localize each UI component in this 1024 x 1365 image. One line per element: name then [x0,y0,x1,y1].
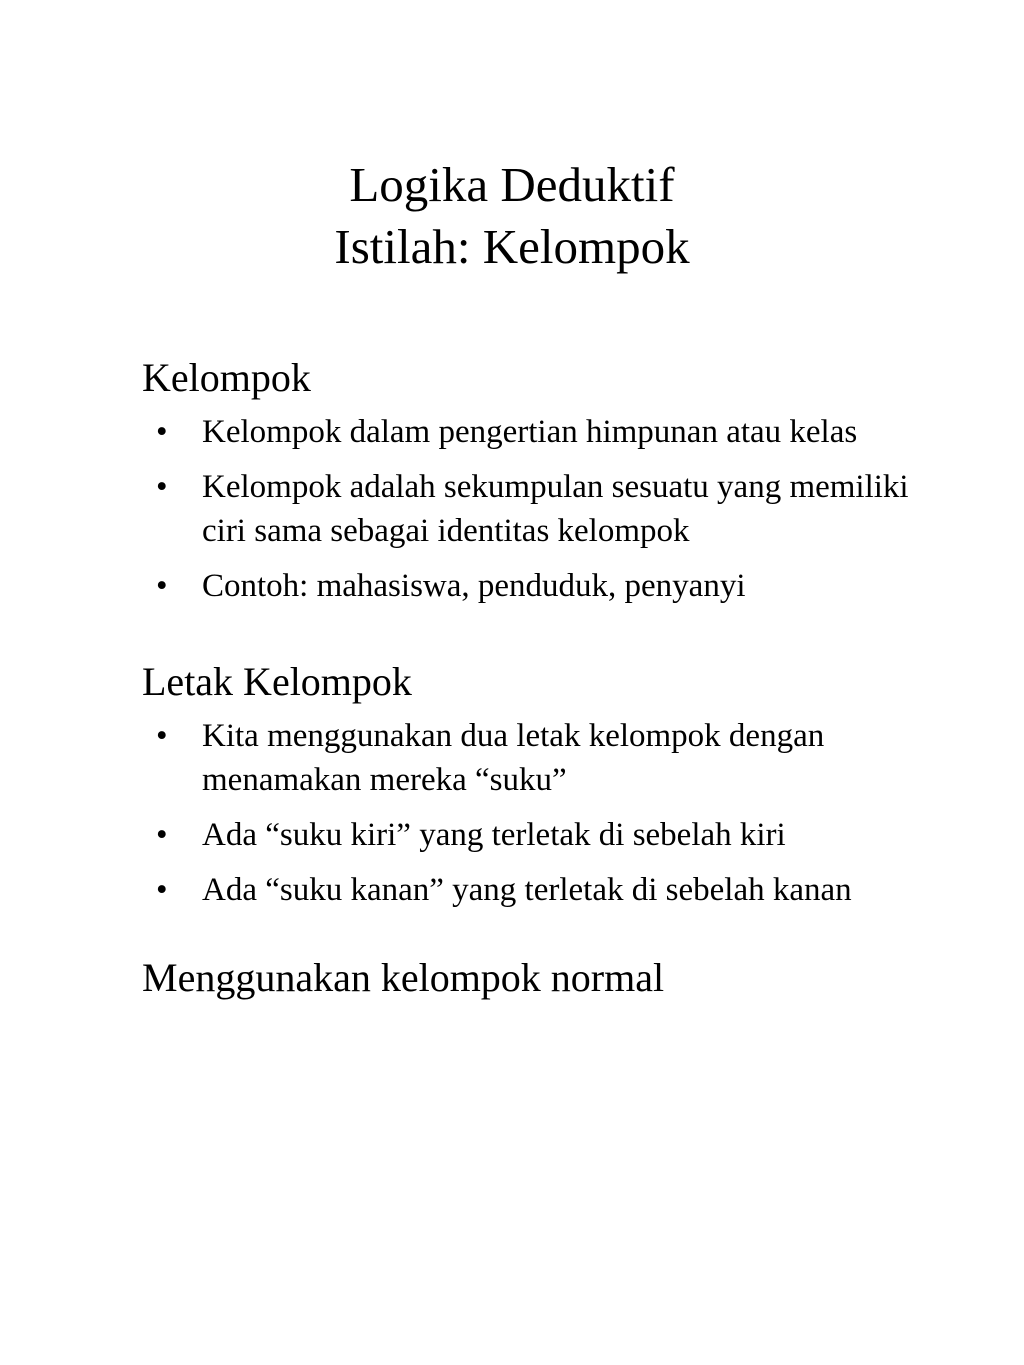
section-heading: Letak Kelompok [142,659,412,704]
bullet-icon: • [156,568,168,604]
section-letak-kelompok [142,656,942,912]
list-item-text: Ada “suku kanan” yang terletak di sebelah kanan [202,872,852,908]
slide-title [0,154,1024,278]
list-item-text: Kita menggunakan dua letak kelompok dengan menamakan mereka “suku” [202,718,825,798]
title-line-1: Logika Deduktif [349,157,675,212]
title-line-2: Istilah: Kelompok [334,219,690,274]
bullet-icon: • [156,469,168,505]
list-item [142,465,922,553]
bullet-icon: • [156,718,168,754]
list-item [142,868,922,912]
list-item-text: Ada “suku kiri” yang terletak di sebelah kiri [202,817,786,853]
list-item [142,813,922,857]
list-item-text: Kelompok dalam pengertian himpunan atau kelas [202,414,858,450]
bullet-list [142,714,942,912]
section-kelompok [142,352,942,608]
section-heading: Kelompok [142,355,311,400]
bullet-icon: • [156,872,168,908]
slide-content [142,352,942,1030]
list-item-text: Kelompok adalah sekumpulan sesuatu yang memiliki ciri sama sebagai identitas kelompok [202,469,909,549]
list-item [142,564,922,608]
bullet-icon: • [156,817,168,853]
list-item [142,714,922,802]
list-item-text: Contoh: mahasiswa, penduduk, penyanyi [202,568,746,604]
list-item [142,410,922,454]
bullet-list [142,410,942,608]
section-kelompok-normal [142,952,942,1004]
bullet-icon: • [156,414,168,450]
section-heading: Menggunakan kelompok normal [142,955,665,1000]
